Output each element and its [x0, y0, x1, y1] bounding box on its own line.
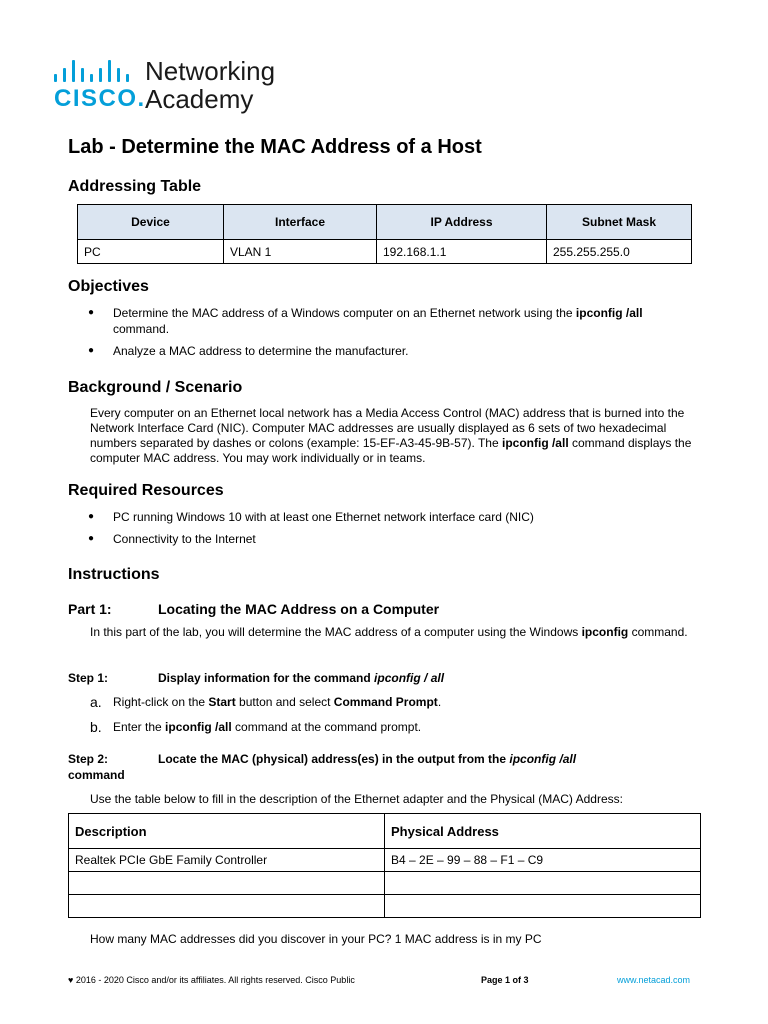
resources-list — [88, 509, 688, 553]
column-header: Physical Address — [385, 814, 701, 849]
footer-page-number: Page 1 of 3 — [481, 975, 529, 985]
step1-substeps — [90, 694, 441, 744]
table-header-row — [78, 205, 692, 240]
table-cell — [69, 872, 385, 895]
required-resources-heading: Required Resources — [68, 482, 224, 499]
table-cell: PC — [78, 240, 224, 264]
table-cell: B4 – 2E – 99 – 88 – F1 – C9 — [385, 849, 701, 872]
cisco-wordmark: CISCO. — [54, 85, 146, 112]
table-cell — [385, 895, 701, 918]
list-item: a. Right-click on the Start button and select Command Prompt. — [90, 694, 442, 710]
step2-paragraph: Use the table below to fill in the description of the Ethernet adapter and the Physical (MAC) Address: — [90, 792, 623, 806]
list-item: b. Enter the ipconfig /all command at the command prompt. — [90, 719, 422, 735]
table-row — [69, 872, 701, 895]
addressing-table-heading: Addressing Table — [68, 178, 202, 195]
step2-heading: Step 2: Locate the MAC (physical) address(es) in the output from the ipconfig /all command — [68, 752, 577, 782]
addressing-table — [77, 204, 692, 264]
table-cell: 192.168.1.1 — [377, 240, 547, 264]
table-cell — [69, 895, 385, 918]
question-text: How many MAC addresses did you discover in your PC? 1 MAC address is in my PC — [90, 932, 542, 946]
footer-copyright: ♥ 2016 - 2020 Cisco and/or its affiliates. All rights reserved. Cisco Public — [68, 975, 355, 985]
list-item: ● Determine the MAC address of a Windows computer on an Ethernet network using the ipconfig /all command. — [88, 305, 688, 337]
background-paragraph: Every computer on an Ethernet local network has a Media Access Control (MAC) address that is burned into the Network Interface Card (NIC). Computer MAC addresses are usually displayed as 6 sets of two hexadecimal numbers separated by dashes or colons (example: 15-EF-A3-45-9B-57). The ipconfig /all command displays the computer MAC address. You may work individually or in teams. — [90, 406, 692, 465]
table-row — [78, 240, 692, 264]
footer-website-link[interactable]: www.netacad.com — [617, 975, 691, 985]
list-item: ● PC running Windows 10 with at least one Ethernet network interface card (NIC) — [88, 509, 688, 525]
background-heading: Background / Scenario — [68, 379, 243, 396]
mac-address-table — [68, 813, 701, 918]
column-header: IP Address — [377, 205, 547, 240]
table-row — [69, 895, 701, 918]
list-item: ● Connectivity to the Internet — [88, 531, 688, 547]
table-row — [69, 849, 701, 872]
cisco-networking-academy-logo — [52, 58, 312, 118]
step1-heading: Step 1: Display information for the command ipconfig / all — [68, 671, 445, 685]
logo-networking-text: Networking — [145, 56, 276, 86]
cisco-bridge-icon — [54, 60, 142, 82]
table-cell: 255.255.255.0 — [547, 240, 692, 264]
table-cell: VLAN 1 — [224, 240, 377, 264]
instructions-heading: Instructions — [68, 566, 160, 583]
table-header-row — [69, 814, 701, 849]
table-cell — [385, 872, 701, 895]
column-header: Description — [69, 814, 385, 849]
objectives-heading: Objectives — [68, 278, 149, 295]
column-header: Interface — [224, 205, 377, 240]
column-header: Device — [78, 205, 224, 240]
part1-heading: Part 1: Locating the MAC Address on a Computer — [68, 601, 440, 617]
list-item: ● Analyze a MAC address to determine the manufacturer. — [88, 343, 688, 359]
objectives-list — [88, 305, 688, 365]
table-cell: Realtek PCIe GbE Family Controller — [69, 849, 385, 872]
page-title: Lab - Determine the MAC Address of a Host — [68, 136, 482, 158]
column-header: Subnet Mask — [547, 205, 692, 240]
part1-paragraph: In this part of the lab, you will determine the MAC address of a computer using the Windows ipconfig command. — [90, 625, 688, 639]
logo-academy-text: Academy — [145, 84, 254, 114]
